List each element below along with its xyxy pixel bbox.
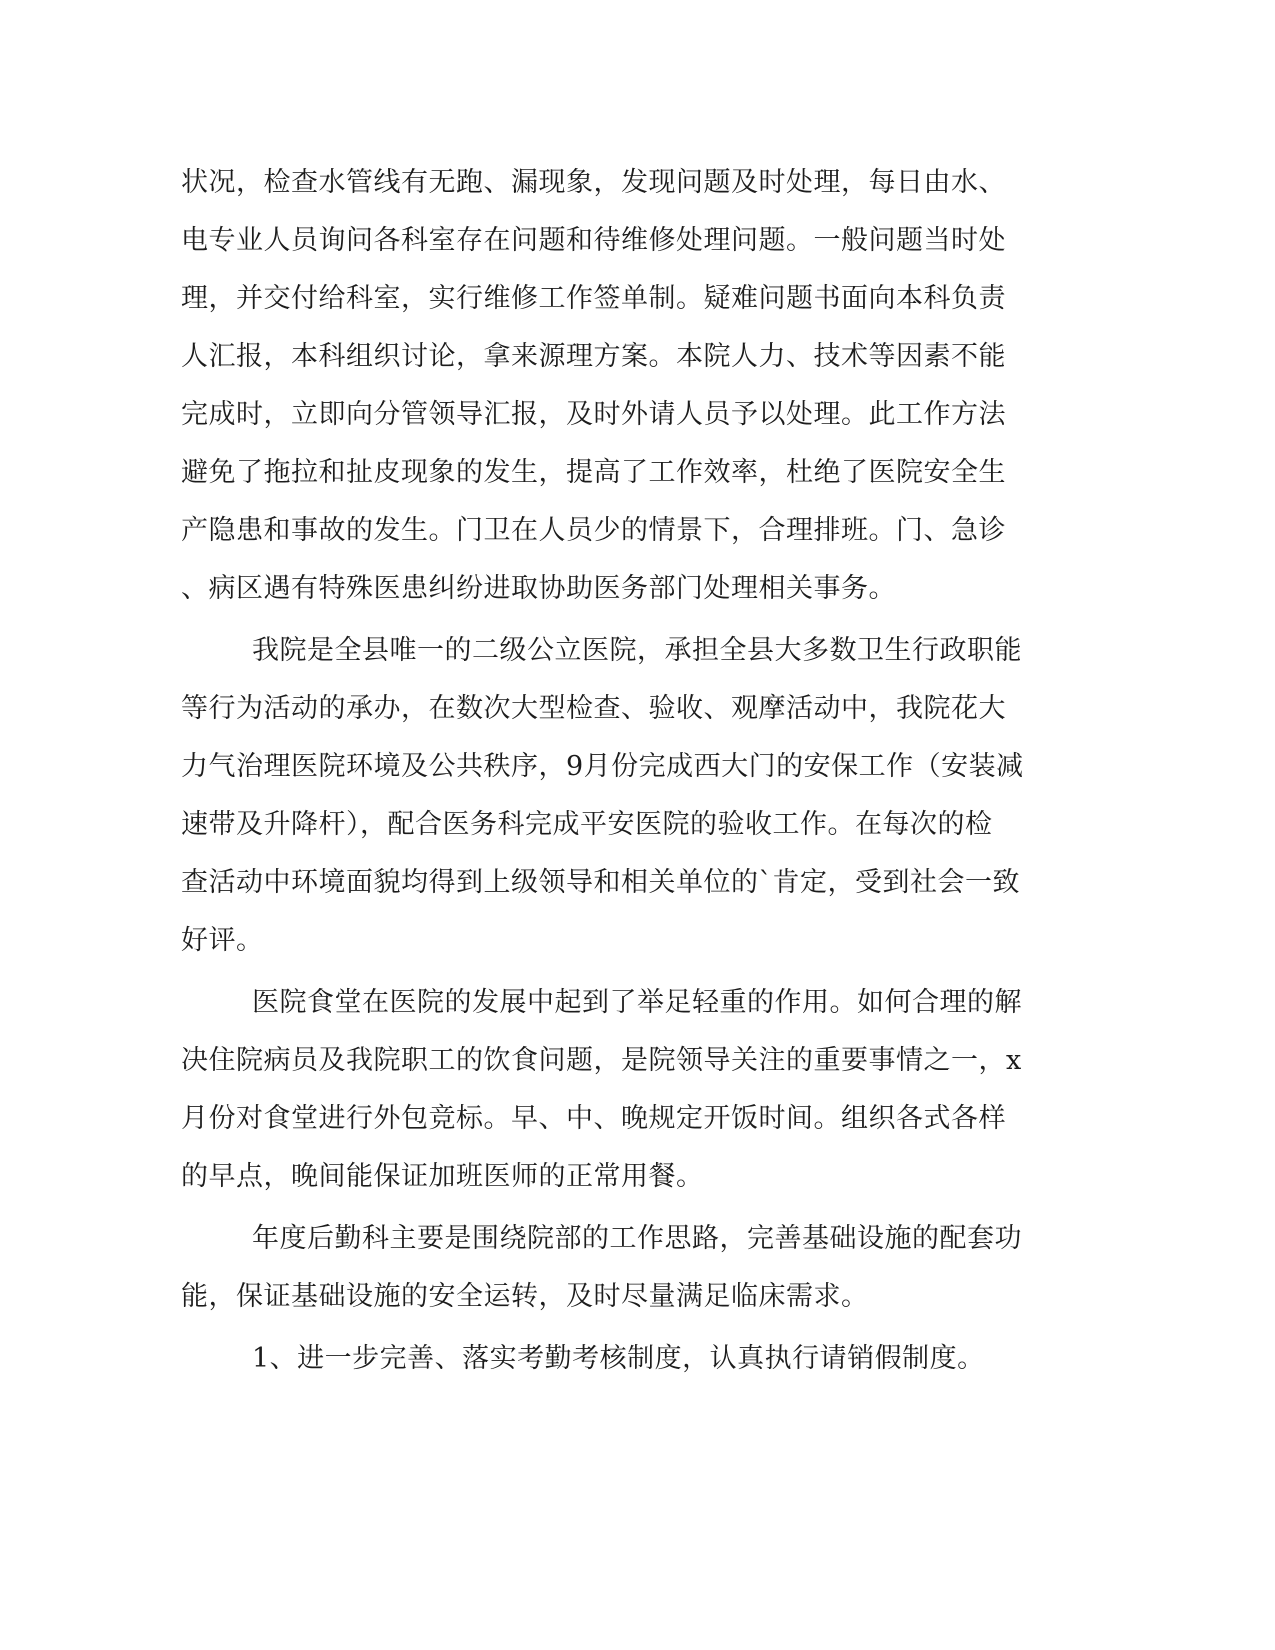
text-line: 速带及升降杆），配合医务科完成平安医院的验收工作。在每次的检 — [181, 809, 993, 840]
text-line: 产隐患和事故的发生。门卫在人员少的情景下，合理排班。门、急诊 — [181, 515, 1006, 546]
text-line: 力气治理医院环境及公共秩序，9月份完成西大门的安保工作（安装减 — [181, 751, 1024, 782]
text-line: 决住院病员及我院职工的饮食问题，是院领导关注的重要事情之一，x — [181, 1045, 1022, 1076]
text-line: 电专业人员询问各科室存在问题和待维修处理问题。一般问题当时处 — [181, 225, 1006, 256]
text-line: 、病区遇有特殊医患纠纷进取协助医务部门处理相关事务。 — [181, 573, 896, 604]
text-line: 查活动中环境面貌均得到上级领导和相关单位的`肯定，受到社会一致 — [181, 867, 1020, 898]
text-line: 完成时，立即向分管领导汇报，及时外请人员予以处理。此工作方法 — [181, 399, 1006, 430]
paragraph-first-line: 年度后勤科主要是围绕院部的工作思路，完善基础设施的配套功 — [252, 1223, 1022, 1254]
text-line: 理，并交付给科室，实行维修工作签单制。疑难问题书面向本科负责 — [181, 283, 1006, 314]
text-line: 能，保证基础设施的安全运转，及时尽量满足临床需求。 — [181, 1281, 869, 1312]
text-line: 月份对食堂进行外包竞标。早、中、晚规定开饭时间。组织各式各样 — [181, 1103, 1006, 1134]
list-item: 1、进一步完善、落实考勤考核制度，认真执行请销假制度。 — [252, 1343, 985, 1374]
text-line: 人汇报，本科组织讨论，拿来源理方案。本院人力、技术等因素不能 — [181, 341, 1006, 372]
text-line: 好评。 — [181, 925, 264, 956]
text-line: 的早点，晚间能保证加班医师的正常用餐。 — [181, 1161, 704, 1192]
paragraph-first-line: 我院是全县唯一的二级公立医院，承担全县大多数卫生行政职能 — [252, 635, 1022, 666]
text-line: 等行为活动的承办，在数次大型检查、验收、观摩活动中，我院花大 — [181, 693, 1006, 724]
text-line: 避免了拖拉和扯皮现象的发生，提高了工作效率，杜绝了医院安全生 — [181, 457, 1006, 488]
text-line: 状况，检查水管线有无跑、漏现象，发现问题及时处理，每日由水、 — [181, 167, 1006, 198]
paragraph-first-line: 医院食堂在医院的发展中起到了举足轻重的作用。如何合理的解 — [252, 987, 1022, 1018]
